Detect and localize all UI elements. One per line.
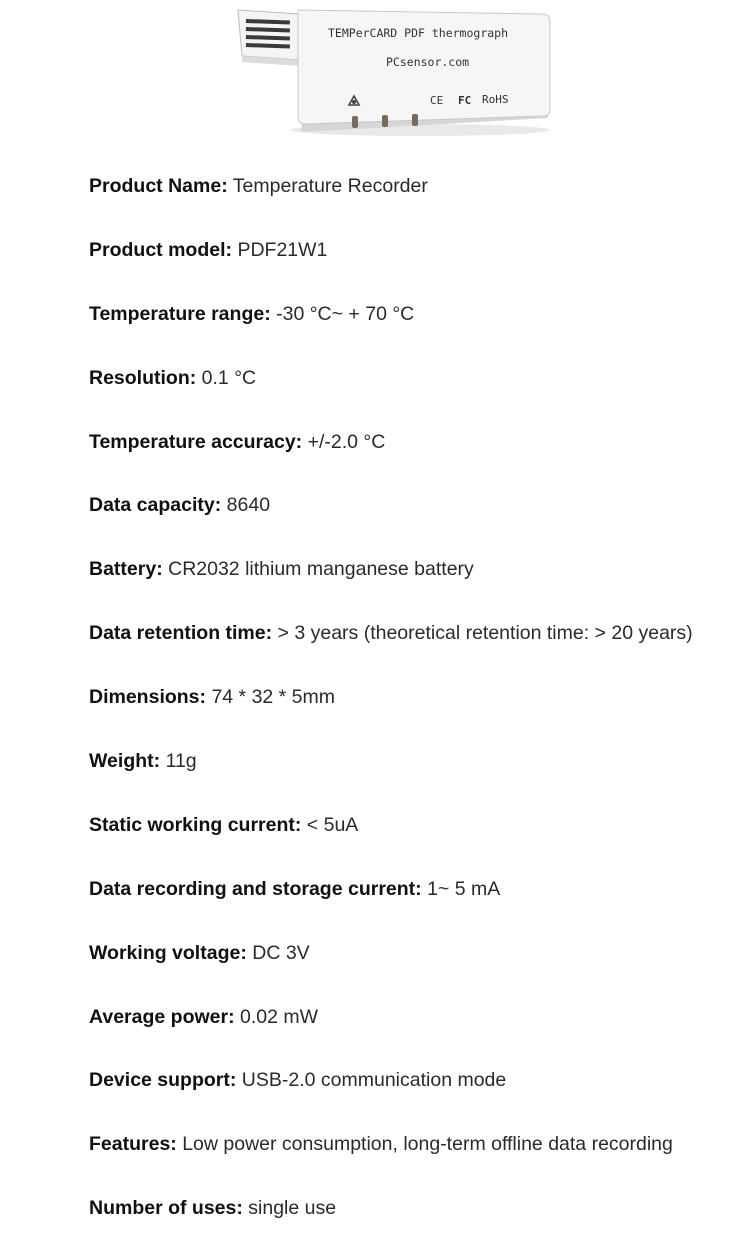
spec-row	[89, 805, 729, 869]
spec-value: 0.1 °C	[201, 366, 257, 389]
spec-value: single use	[248, 1197, 337, 1220]
spec-key: Average power:	[89, 1005, 235, 1028]
spec-key: Resolution:	[89, 366, 197, 389]
spec-value: > 3 years (theoretical retention time: > 20 years)	[277, 622, 693, 645]
spec-key: Temperature accuracy:	[89, 430, 303, 453]
spec-key: Battery:	[89, 558, 163, 581]
spec-value: 11g	[165, 750, 197, 773]
spec-row	[89, 613, 729, 677]
spec-value: +/-2.0 °C	[307, 430, 386, 453]
spec-key: Product Name:	[89, 175, 228, 197]
spec-row	[89, 1124, 729, 1188]
spec-row	[89, 933, 729, 997]
spec-value: Temperature Recorder	[232, 175, 428, 197]
spec-value: CR2032 lithium manganese battery	[168, 558, 474, 581]
spec-row	[89, 1060, 729, 1124]
spec-row	[89, 677, 729, 741]
spec-value: 74 * 32 * 5mm	[211, 686, 336, 709]
rohs-mark: RoHS	[482, 93, 509, 106]
spec-key: Product model:	[89, 238, 233, 261]
spec-row	[89, 166, 729, 230]
product-image	[230, 2, 560, 138]
usb-connector	[238, 10, 300, 66]
spec-row	[89, 997, 729, 1061]
spec-value: DC 3V	[252, 941, 310, 964]
spec-key: Data recording and storage current:	[89, 877, 422, 900]
spec-key: Weight:	[89, 750, 161, 773]
spec-row	[89, 358, 729, 422]
spec-value: -30 °C~ + 70 °C	[276, 302, 415, 325]
spec-value: 0.02 mW	[240, 1005, 319, 1028]
spec-row	[89, 869, 729, 933]
spec-key: Working voltage:	[89, 941, 247, 964]
spec-key: Number of uses:	[89, 1197, 243, 1220]
spec-row	[89, 549, 729, 613]
label-title: TEMPerCARD PDF thermograph	[328, 26, 509, 40]
spec-value: < 5uA	[306, 813, 359, 836]
spec-key: Temperature range:	[89, 302, 271, 325]
spec-value: 8640	[226, 494, 271, 517]
spec-key: Data capacity:	[89, 494, 222, 517]
spec-row	[89, 422, 729, 486]
spec-list	[89, 166, 729, 1252]
spec-key: Device support:	[89, 1069, 237, 1092]
spec-value: 1~ 5 mA	[427, 877, 501, 900]
label-website: PCsensor.com	[386, 55, 470, 69]
spec-row	[89, 230, 729, 294]
spec-row	[89, 294, 729, 358]
ce-mark: CE	[430, 94, 444, 107]
fc-mark: FC	[458, 94, 472, 107]
spec-row	[89, 485, 729, 549]
spec-key: Data retention time:	[89, 622, 273, 645]
spec-row	[89, 741, 729, 805]
spec-value: USB-2.0 communication mode	[241, 1069, 507, 1092]
spec-key: Dimensions:	[89, 686, 207, 709]
spec-value: PDF21W1	[237, 238, 328, 261]
spec-value: Low power consumption, long-term offline data recording	[182, 1133, 673, 1156]
spec-row	[89, 1188, 729, 1252]
spec-key: Static working current:	[89, 813, 302, 836]
spec-key: Features:	[89, 1133, 177, 1156]
